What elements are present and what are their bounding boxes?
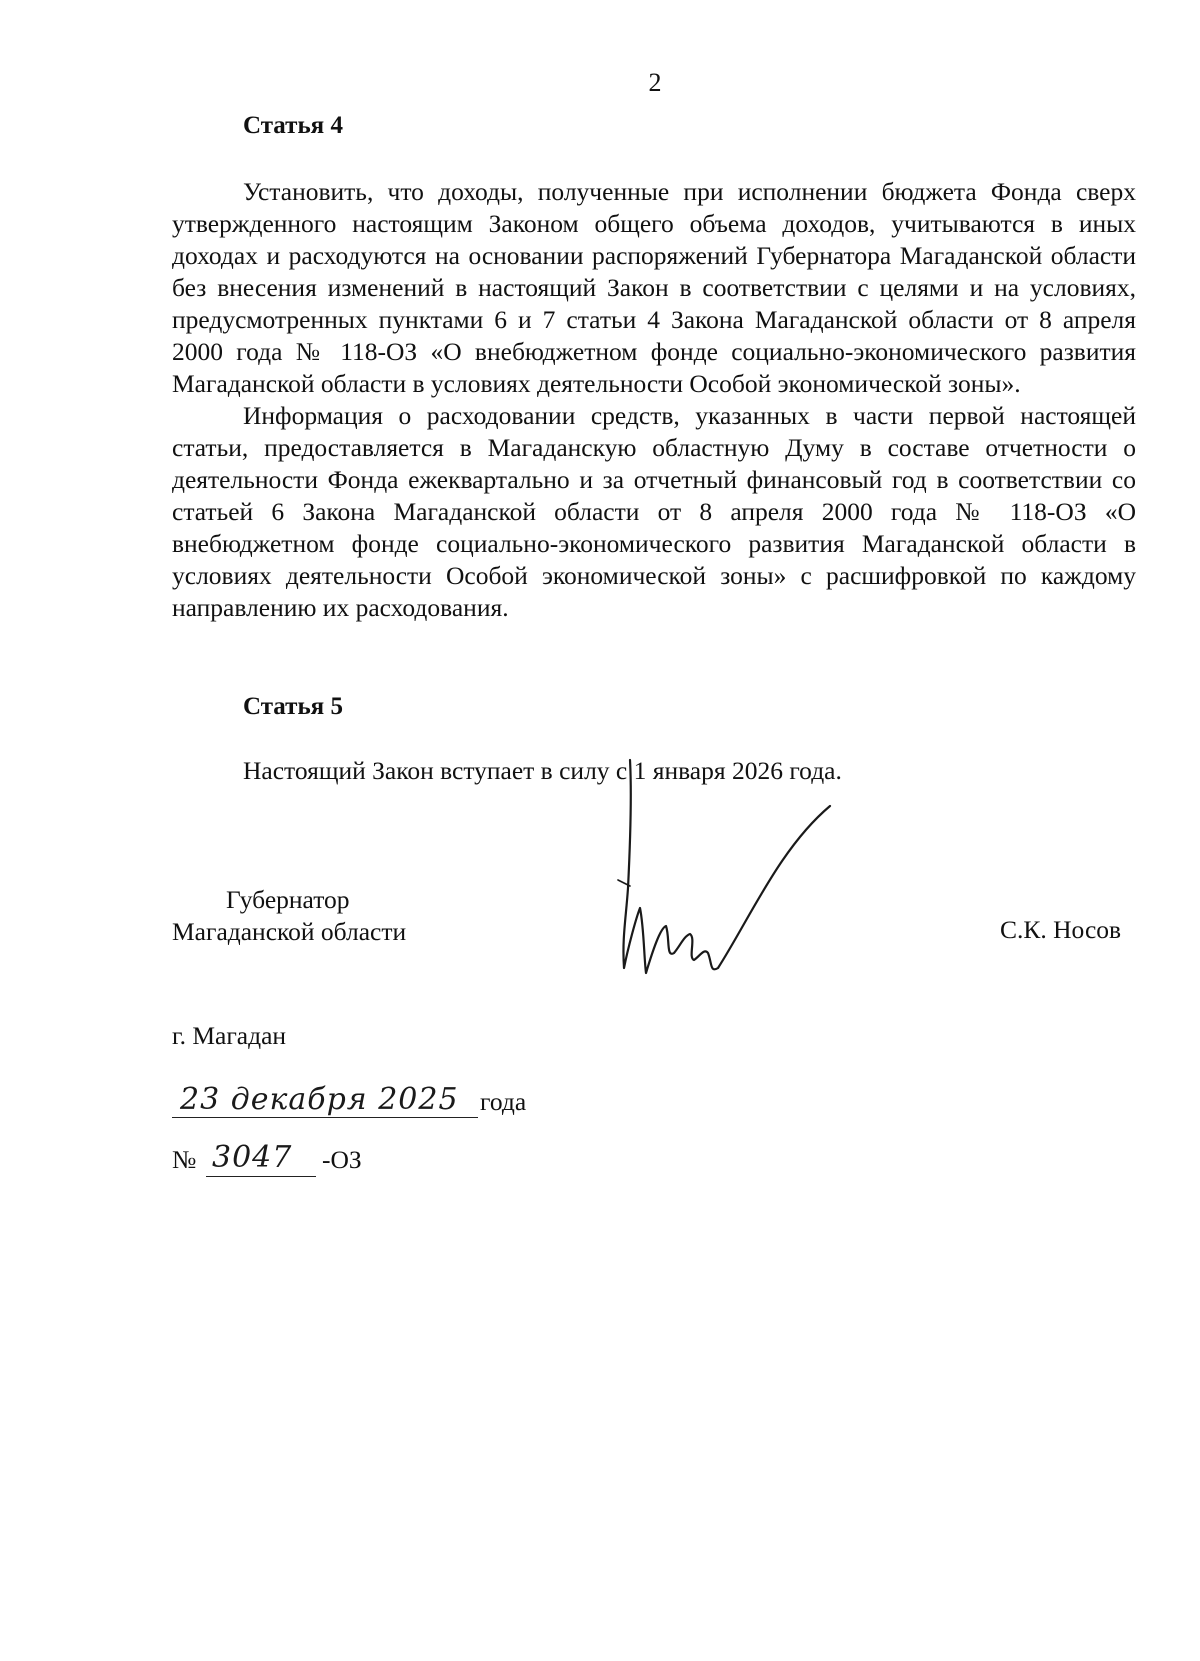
handwritten-date: 23 декабря 2025 bbox=[180, 1082, 459, 1117]
article-5-paragraph-1: Настоящий Закон вступает в силу с 1 января 2026 года. bbox=[243, 756, 842, 785]
law-number-suffix: -ОЗ bbox=[322, 1145, 362, 1174]
date-suffix: года bbox=[480, 1087, 527, 1116]
handwritten-signature bbox=[600, 758, 860, 988]
article-4-heading: Статья 4 bbox=[243, 112, 343, 139]
signatory-name: С.К. Носов bbox=[1000, 915, 1122, 944]
signatory-title-line-2: Магаданской области bbox=[172, 917, 407, 946]
date-underline bbox=[172, 1117, 478, 1118]
article-4-paragraph-2: Информация о расходовании средств, указанных в части первой настоящей статьи, предоставляется в Магаданскую областную Думу в составе отчетности о деятельности Фонда ежеквартально и за отчетный финансовый год в соответствии со статьей 6 Закона Магаданской области от 8 апреля 2000 года № 118-ОЗ «О внебюджетном фонде социально-экономического развития Магаданской области в условиях деятельности Особой экономической зоны» с расшифровкой по каждому направлению их расходования. bbox=[172, 401, 1136, 622]
article-5-heading: Статья 5 bbox=[243, 693, 343, 720]
city: г. Магадан bbox=[172, 1021, 287, 1050]
signatory-title-line-1: Губернатор bbox=[226, 885, 350, 914]
page-number: 2 bbox=[648, 68, 662, 97]
law-number-underline bbox=[206, 1176, 316, 1177]
article-4-paragraph-1: Установить, что доходы, полученные при исполнении бюджета Фонда сверх утвержденного настоящим Законом общего объема доходов, учитываются в иных доходах и расходуются на основании распоряжений Губернатора Магаданской области без внесения изменений в настоящий Закон в соответствии с целями и на условиях, предусмотренных пунктами 6 и 7 статьи 4 Закона Магаданской области от 8 апреля 2000 года № 118-ОЗ «О внебюджетном фонде социально-экономического развития Магаданской области в условиях деятельности Особой экономической зоны». bbox=[172, 177, 1136, 398]
handwritten-law-number: 3047 bbox=[212, 1140, 293, 1175]
article-4-body bbox=[172, 176, 1136, 624]
law-number-prefix: № bbox=[172, 1145, 197, 1174]
